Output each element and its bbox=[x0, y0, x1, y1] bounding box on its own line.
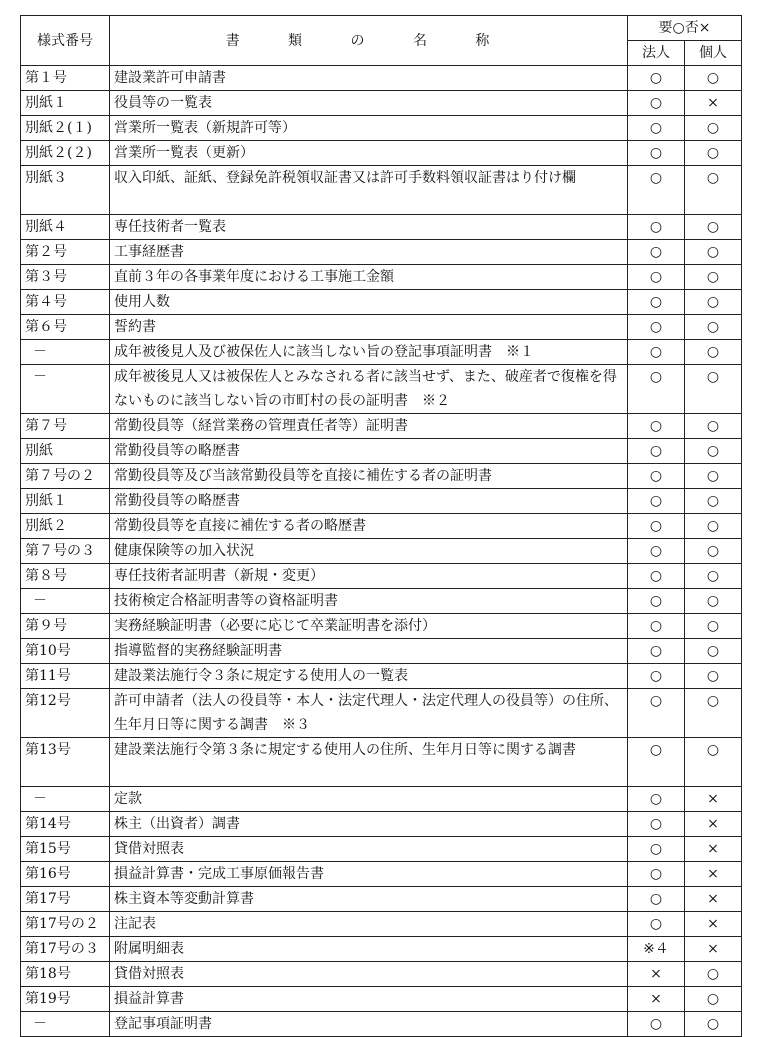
table-row bbox=[21, 414, 742, 439]
document-name: 損益計算書 bbox=[110, 987, 628, 1012]
form-code: 別紙４ bbox=[21, 215, 110, 240]
indiv-mark: ○ bbox=[685, 365, 742, 414]
form-code: 第18号 bbox=[21, 962, 110, 987]
document-name: 専任技術者一覧表 bbox=[110, 215, 628, 240]
corp-mark: ○ bbox=[628, 862, 685, 887]
document-name: 成年被後見人及び被保佐人に該当しない旨の登記事項証明書 ※１ bbox=[110, 340, 628, 365]
form-code: 第17号の２ bbox=[21, 912, 110, 937]
indiv-mark: ○ bbox=[685, 464, 742, 489]
table-row bbox=[21, 439, 742, 464]
corp-mark: ○ bbox=[628, 539, 685, 564]
table-row bbox=[21, 116, 742, 141]
corp-mark: ○ bbox=[628, 215, 685, 240]
form-code: － bbox=[21, 365, 110, 414]
document-name: 登記事項証明書 bbox=[110, 1012, 628, 1037]
indiv-mark: ○ bbox=[685, 514, 742, 539]
header-required: 要○否× bbox=[628, 16, 742, 41]
corp-mark: ○ bbox=[628, 514, 685, 539]
document-name: 建設業法施行令３条に規定する使用人の一覧表 bbox=[110, 664, 628, 689]
indiv-mark: ○ bbox=[685, 66, 742, 91]
form-code: 第14号 bbox=[21, 812, 110, 837]
form-code: 第１号 bbox=[21, 66, 110, 91]
indiv-mark: ○ bbox=[685, 166, 742, 215]
form-code: 別紙１ bbox=[21, 489, 110, 514]
indiv-mark: ○ bbox=[685, 414, 742, 439]
indiv-mark: ○ bbox=[685, 738, 742, 787]
corp-mark: ○ bbox=[628, 837, 685, 862]
corp-mark: ○ bbox=[628, 912, 685, 937]
indiv-mark: ○ bbox=[685, 489, 742, 514]
document-name: 常勤役員等の略歴書 bbox=[110, 439, 628, 464]
document-name: 損益計算書・完成工事原価報告書 bbox=[110, 862, 628, 887]
indiv-mark: ○ bbox=[685, 589, 742, 614]
form-code: － bbox=[21, 589, 110, 614]
indiv-mark: ○ bbox=[685, 614, 742, 639]
form-code: 第２号 bbox=[21, 240, 110, 265]
corp-mark: ○ bbox=[628, 365, 685, 414]
corp-mark: ○ bbox=[628, 116, 685, 141]
table-row bbox=[21, 887, 742, 912]
corp-mark: ○ bbox=[628, 141, 685, 166]
corp-mark: ○ bbox=[628, 812, 685, 837]
header-title: 書 類 の 名 称 bbox=[110, 16, 628, 66]
document-name: 技術検定合格証明書等の資格証明書 bbox=[110, 589, 628, 614]
table-row bbox=[21, 639, 742, 664]
document-name: 建設業許可申請書 bbox=[110, 66, 628, 91]
table-row bbox=[21, 215, 742, 240]
form-code: － bbox=[21, 340, 110, 365]
document-name: 常勤役員等及び当該常勤役員等を直接に補佐する者の証明書 bbox=[110, 464, 628, 489]
indiv-mark: ○ bbox=[685, 265, 742, 290]
form-code: 第９号 bbox=[21, 614, 110, 639]
table-row bbox=[21, 315, 742, 340]
form-code: 第７号の２ bbox=[21, 464, 110, 489]
table-body bbox=[21, 66, 742, 1037]
indiv-mark: ○ bbox=[685, 689, 742, 738]
form-code: 別紙 bbox=[21, 439, 110, 464]
table-row bbox=[21, 862, 742, 887]
indiv-mark: ○ bbox=[685, 987, 742, 1012]
document-name: 常勤役員等を直接に補佐する者の略歴書 bbox=[110, 514, 628, 539]
form-code: 第８号 bbox=[21, 564, 110, 589]
form-code: 別紙３ bbox=[21, 166, 110, 215]
table-row bbox=[21, 91, 742, 116]
form-code: 第３号 bbox=[21, 265, 110, 290]
document-name: 工事経歴書 bbox=[110, 240, 628, 265]
table-row bbox=[21, 812, 742, 837]
document-name: 常勤役員等（経営業務の管理責任者等）証明書 bbox=[110, 414, 628, 439]
indiv-mark: × bbox=[685, 937, 742, 962]
corp-mark: ○ bbox=[628, 787, 685, 812]
indiv-mark: ○ bbox=[685, 215, 742, 240]
indiv-mark: ○ bbox=[685, 116, 742, 141]
table-row bbox=[21, 340, 742, 365]
form-code: － bbox=[21, 787, 110, 812]
table-row bbox=[21, 987, 742, 1012]
document-name: 注記表 bbox=[110, 912, 628, 937]
header-indiv: 個人 bbox=[685, 41, 742, 66]
indiv-mark: ○ bbox=[685, 315, 742, 340]
indiv-mark: × bbox=[685, 91, 742, 116]
indiv-mark: ○ bbox=[685, 539, 742, 564]
corp-mark: ○ bbox=[628, 66, 685, 91]
document-name: 附属明細表 bbox=[110, 937, 628, 962]
form-code: － bbox=[21, 1012, 110, 1037]
document-name: 成年被後見人又は被保佐人とみなされる者に該当せず、また、破産者で復権を得ないものに該当しない旨の市町村の長の証明書 ※２ bbox=[110, 365, 628, 414]
corp-mark: ○ bbox=[628, 464, 685, 489]
indiv-mark: ○ bbox=[685, 639, 742, 664]
table-row bbox=[21, 365, 742, 414]
corp-mark: ○ bbox=[628, 639, 685, 664]
table-row bbox=[21, 738, 742, 787]
indiv-mark: ○ bbox=[685, 340, 742, 365]
table-row bbox=[21, 912, 742, 937]
table-row bbox=[21, 564, 742, 589]
document-name: 貸借対照表 bbox=[110, 837, 628, 862]
document-name: 定款 bbox=[110, 787, 628, 812]
corp-mark: ○ bbox=[628, 166, 685, 215]
corp-mark: × bbox=[628, 962, 685, 987]
table-row bbox=[21, 689, 742, 738]
indiv-mark: ○ bbox=[685, 290, 742, 315]
form-code: 第６号 bbox=[21, 315, 110, 340]
table-row bbox=[21, 489, 742, 514]
table-row bbox=[21, 66, 742, 91]
document-name: 役員等の一覧表 bbox=[110, 91, 628, 116]
indiv-mark: × bbox=[685, 787, 742, 812]
corp-mark: ○ bbox=[628, 1012, 685, 1037]
table-row bbox=[21, 265, 742, 290]
document-name: 営業所一覧表（更新） bbox=[110, 141, 628, 166]
document-name: 建設業法施行令第３条に規定する使用人の住所、生年月日等に関する調書 bbox=[110, 738, 628, 787]
table-row bbox=[21, 962, 742, 987]
table-row bbox=[21, 937, 742, 962]
indiv-mark: ○ bbox=[685, 664, 742, 689]
form-code: 第17号 bbox=[21, 887, 110, 912]
corp-mark: ○ bbox=[628, 91, 685, 116]
table-row bbox=[21, 464, 742, 489]
indiv-mark: ○ bbox=[685, 141, 742, 166]
corp-mark: ○ bbox=[628, 738, 685, 787]
required-documents-table bbox=[20, 15, 742, 1037]
indiv-mark: ○ bbox=[685, 240, 742, 265]
corp-mark: ○ bbox=[628, 340, 685, 365]
table-row bbox=[21, 539, 742, 564]
corp-mark: ○ bbox=[628, 689, 685, 738]
form-code: 第19号 bbox=[21, 987, 110, 1012]
header-code: 様式番号 bbox=[21, 16, 110, 66]
form-code: 第13号 bbox=[21, 738, 110, 787]
indiv-mark: × bbox=[685, 812, 742, 837]
form-code: 第７号の３ bbox=[21, 539, 110, 564]
indiv-mark: × bbox=[685, 912, 742, 937]
corp-mark: ※４ bbox=[628, 937, 685, 962]
form-code: 別紙１ bbox=[21, 91, 110, 116]
indiv-mark: ○ bbox=[685, 1012, 742, 1037]
form-code: 別紙２(２) bbox=[21, 141, 110, 166]
document-name: 営業所一覧表（新規許可等） bbox=[110, 116, 628, 141]
document-name: 誓約書 bbox=[110, 315, 628, 340]
document-name: 実務経験証明書（必要に応じて卒業証明書を添付） bbox=[110, 614, 628, 639]
document-name: 許可申請者（法人の役員等・本人・法定代理人・法定代理人の役員等）の住所、生年月日等に関する調書 ※３ bbox=[110, 689, 628, 738]
table-row bbox=[21, 787, 742, 812]
corp-mark: ○ bbox=[628, 414, 685, 439]
table-row bbox=[21, 240, 742, 265]
document-name: 常勤役員等の略歴書 bbox=[110, 489, 628, 514]
form-code: 第４号 bbox=[21, 290, 110, 315]
table-row bbox=[21, 166, 742, 215]
indiv-mark: × bbox=[685, 862, 742, 887]
document-name: 株主資本等変動計算書 bbox=[110, 887, 628, 912]
corp-mark: ○ bbox=[628, 439, 685, 464]
document-name: 収入印紙、証紙、登録免許税領収証書又は許可手数料領収証書はり付け欄 bbox=[110, 166, 628, 215]
corp-mark: ○ bbox=[628, 589, 685, 614]
indiv-mark: × bbox=[685, 887, 742, 912]
corp-mark: ○ bbox=[628, 315, 685, 340]
corp-mark: ○ bbox=[628, 489, 685, 514]
document-name: 健康保険等の加入状況 bbox=[110, 539, 628, 564]
form-code: 第11号 bbox=[21, 664, 110, 689]
form-code: 別紙２(１) bbox=[21, 116, 110, 141]
document-name: 専任技術者証明書（新規・変更） bbox=[110, 564, 628, 589]
table-row bbox=[21, 141, 742, 166]
indiv-mark: ○ bbox=[685, 962, 742, 987]
table-row bbox=[21, 837, 742, 862]
form-code: 第７号 bbox=[21, 414, 110, 439]
document-name: 株主（出資者）調書 bbox=[110, 812, 628, 837]
table-row bbox=[21, 614, 742, 639]
form-code: 第10号 bbox=[21, 639, 110, 664]
corp-mark: × bbox=[628, 987, 685, 1012]
table-row bbox=[21, 589, 742, 614]
form-code: 第17号の３ bbox=[21, 937, 110, 962]
form-code: 第15号 bbox=[21, 837, 110, 862]
table-row bbox=[21, 1012, 742, 1037]
table-row bbox=[21, 290, 742, 315]
corp-mark: ○ bbox=[628, 564, 685, 589]
document-name: 使用人数 bbox=[110, 290, 628, 315]
indiv-mark: × bbox=[685, 837, 742, 862]
table-row bbox=[21, 664, 742, 689]
corp-mark: ○ bbox=[628, 290, 685, 315]
table-row bbox=[21, 514, 742, 539]
document-name: 指導監督的実務経験証明書 bbox=[110, 639, 628, 664]
table-header bbox=[21, 16, 742, 66]
corp-mark: ○ bbox=[628, 664, 685, 689]
corp-mark: ○ bbox=[628, 240, 685, 265]
form-code: 第12号 bbox=[21, 689, 110, 738]
form-code: 別紙２ bbox=[21, 514, 110, 539]
indiv-mark: ○ bbox=[685, 564, 742, 589]
form-code: 第16号 bbox=[21, 862, 110, 887]
indiv-mark: ○ bbox=[685, 439, 742, 464]
corp-mark: ○ bbox=[628, 887, 685, 912]
document-name: 貸借対照表 bbox=[110, 962, 628, 987]
header-corp: 法人 bbox=[628, 41, 685, 66]
document-name: 直前３年の各事業年度における工事施工金額 bbox=[110, 265, 628, 290]
corp-mark: ○ bbox=[628, 265, 685, 290]
corp-mark: ○ bbox=[628, 614, 685, 639]
